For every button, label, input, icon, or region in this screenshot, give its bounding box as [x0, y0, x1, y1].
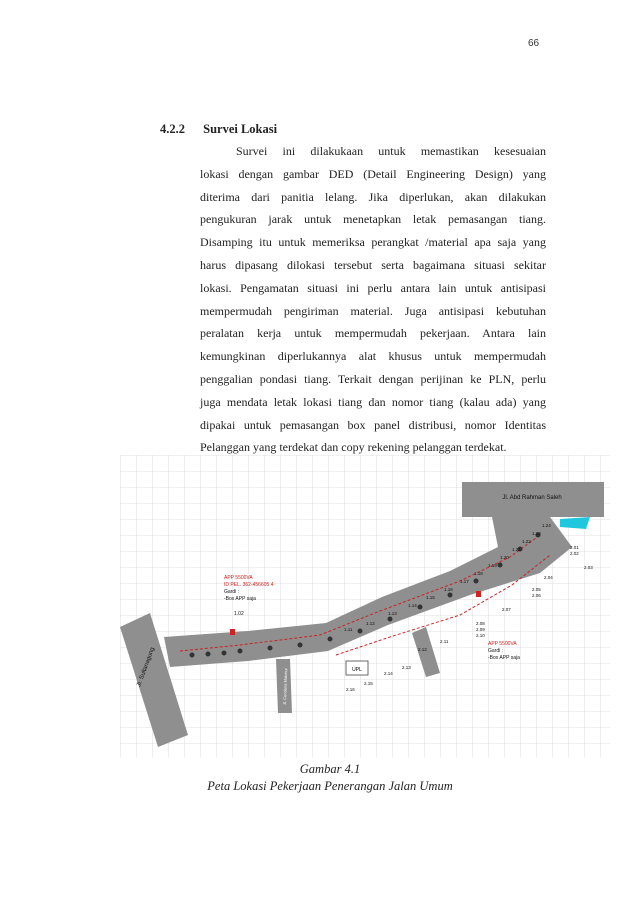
pole-marker [358, 629, 362, 633]
app-box-left [230, 629, 235, 635]
pole-label: 2.04 [544, 575, 553, 580]
paragraph-line: peralatan kerja untuk mempermudah pekerjaan. Antara lain [200, 326, 546, 341]
paragraph-line: Disamping itu untuk memeriksa perangkat /material apa saja yang [200, 235, 546, 250]
pole-label: 2.03 [584, 565, 593, 570]
paragraph-line: lokasi dengan gambar DED (Detail Engineering Design) yang [200, 166, 546, 181]
pole-label: 2.05 [532, 587, 541, 592]
pole-marker [388, 617, 392, 621]
paragraph-line: kemungkinan diperlukannya alat khusus untuk mempermudah [200, 349, 546, 364]
pole-label: 1.12 [366, 621, 375, 626]
upl-box-label: UPL [352, 667, 362, 673]
pole-label: 1.21 [512, 547, 521, 552]
location-map [120, 455, 610, 757]
pole-label: 1.15 [426, 595, 435, 600]
figure-caption-title: Peta Lokasi Pekerjaan Penerangan Jalan Umum [207, 779, 453, 793]
section-number: 4.2.2 [160, 122, 185, 136]
paragraph-line: harus dipasang dilokasi tersebut serta bagaimana situasi sekitar [200, 257, 546, 272]
pole-label: 1.20 [500, 555, 509, 560]
pole-label: 1.22 [522, 539, 531, 544]
pole-label: 2.12 [418, 647, 427, 652]
pole-label: 2.11 [440, 639, 449, 644]
paragraph-line: juga mendata letak lokasi tiang dan nomor tiang (kalau ada) yang [200, 394, 546, 409]
pole-marker [268, 646, 272, 650]
pole-marker [448, 593, 452, 597]
app-left-line1: APP 5500VA [224, 575, 253, 581]
paragraph-line: diterima dari panitia lelang. Jika diperlukan, akan dilakukan [200, 189, 546, 204]
pole-marker [498, 563, 502, 567]
pole-label: 2.13 [402, 665, 411, 670]
app-right-line3: -Box APP saja [488, 655, 520, 661]
pole-label: 2.09 [476, 627, 485, 632]
pole-marker [418, 605, 422, 609]
figure-caption-number: Gambar 4.1 [299, 762, 361, 776]
pole-label: 2.02 [570, 551, 579, 556]
pole-marker [222, 651, 226, 655]
pole-marker [238, 649, 242, 653]
paragraph-line: mempermudah pengiriman material. Juga antisipasi kebutuhan [200, 303, 546, 318]
pole-label: 2.14 [384, 671, 393, 676]
label-cendana: Jl. Cendana Makmur [282, 667, 289, 706]
paragraph-line: Survei ini dilakukaan untuk memastikan kesesuaian [236, 144, 546, 158]
app-left-line3: Gardi : [224, 589, 240, 595]
paragraph-line: dipakai untuk pemasangan box panel distribusi, nomor Identitas [200, 417, 546, 432]
pole-marker [206, 652, 210, 656]
pole-label: 1.23 [532, 531, 541, 536]
page-number: 66 [528, 38, 540, 49]
pole-label: 1.14 [408, 603, 417, 608]
pole-label: 1.13 [388, 611, 397, 616]
section-title: Survei Lokasi [203, 122, 278, 136]
location-map-figure [120, 455, 610, 757]
pole-label: 1.17 [460, 579, 469, 584]
pole-label: 2.06 [532, 593, 541, 598]
pole-label: 2.16 [346, 687, 355, 692]
section-heading [160, 122, 277, 137]
paragraph-line: lokasi. Pengamatan situasi ini perlu antara lain untuk antisipasi [200, 280, 546, 295]
pole-label: 1.19 [488, 563, 497, 568]
pole-label: 1.24 [542, 523, 551, 528]
label-abd-rahman: Jl. Abd Rahman Saleh [502, 495, 562, 501]
pole-label-102: 1.02 [234, 611, 244, 617]
pole-marker [474, 579, 478, 583]
pole-marker [328, 637, 332, 641]
app-box-right [476, 591, 481, 597]
paragraph-line: pengukuran jarak untuk menetapkan letak pemasangan tiang. [200, 212, 546, 227]
app-right-line2: Gardi : [488, 648, 504, 654]
app-left-line4: -Box APP saja [224, 596, 256, 602]
pole-label: 2.15 [364, 681, 373, 686]
paragraph-line: penggalian pondasi tiang. Terkait dengan perijinan ke PLN, perlu [200, 371, 546, 386]
pole-label: 1.11 [344, 627, 353, 632]
pole-label: 2.08 [476, 621, 485, 626]
pole-label: 1.18 [474, 571, 483, 576]
pole-label: 2.07 [502, 607, 511, 612]
pole-label: 1.16 [444, 587, 453, 592]
app-left-line2: ID PEL. 362-456605 4 [224, 582, 274, 588]
label-sultanagung: Jl. Sultanagung [136, 646, 157, 688]
pole-label: 2.10 [476, 633, 485, 638]
pole-label: 2.01 [570, 545, 579, 550]
pole-marker [298, 643, 302, 647]
app-right-line1: APP 5500VA [488, 641, 517, 647]
body-paragraph [200, 140, 546, 459]
paragraph-line: Pelanggan yang terdekat dan copy rekening pelanggan terdekat. [200, 440, 507, 455]
pole-marker [190, 653, 194, 657]
